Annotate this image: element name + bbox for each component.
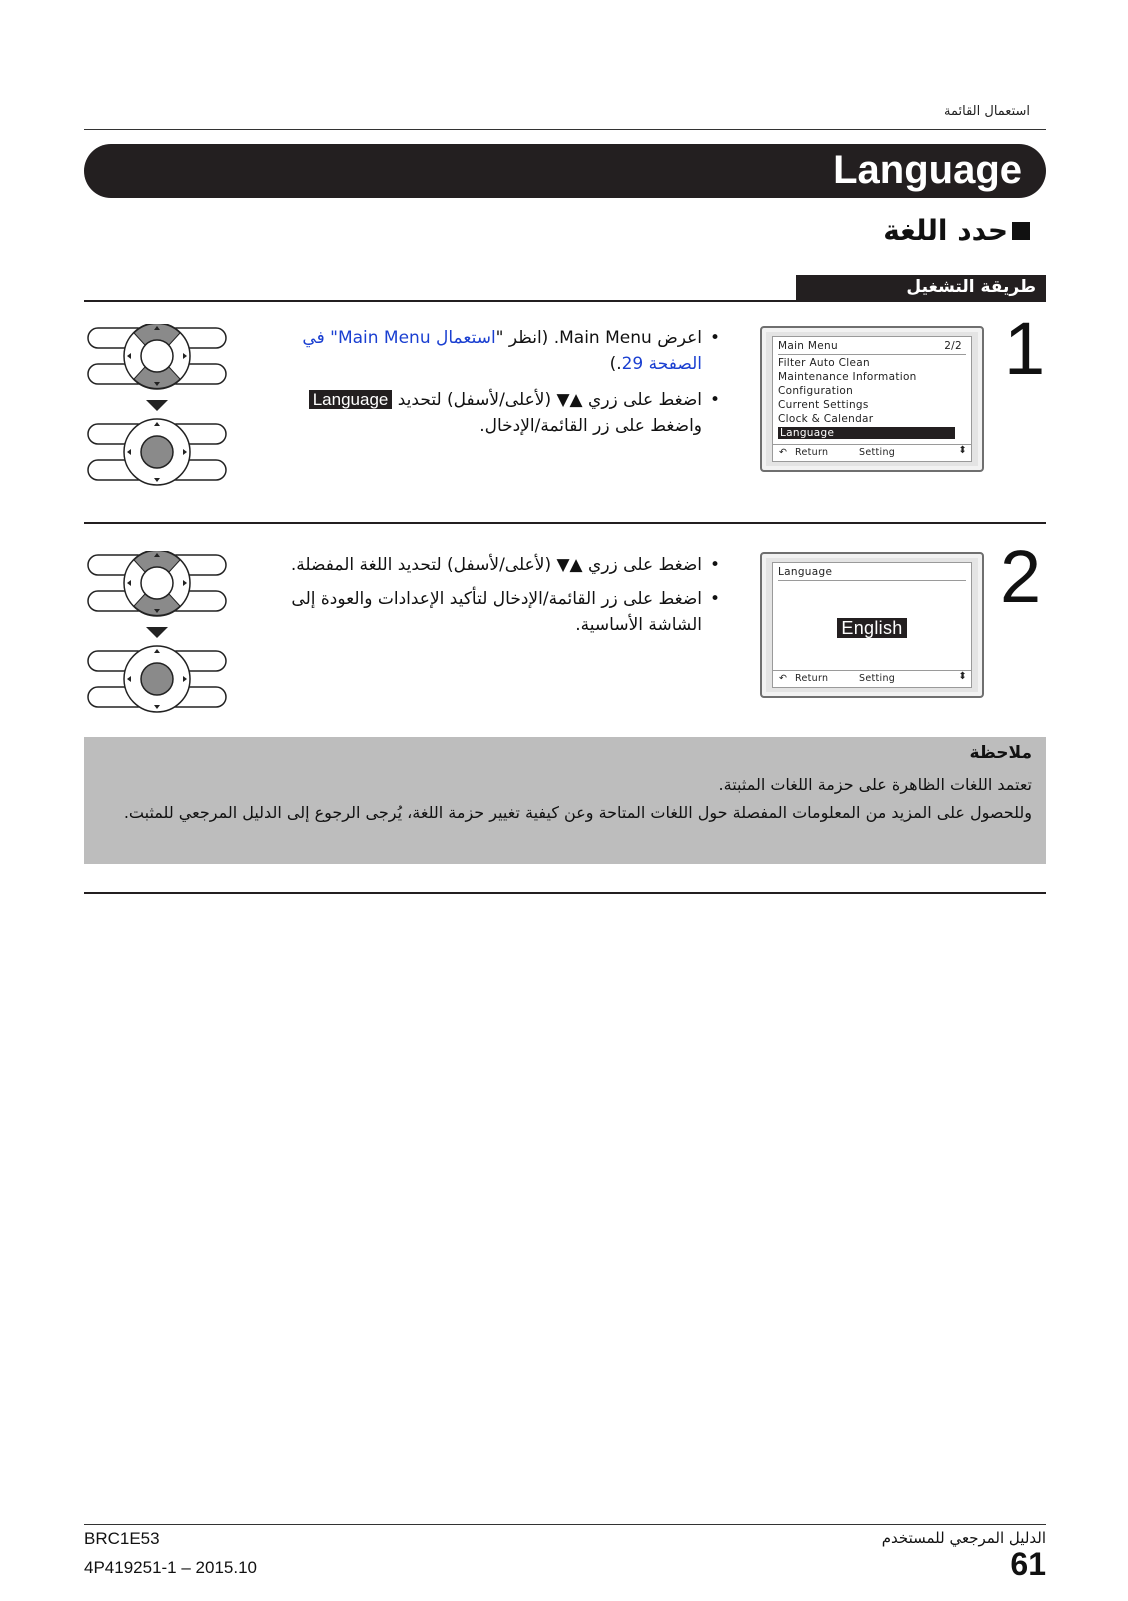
lcd-header: [778, 566, 966, 581]
procedure-tab: [796, 275, 1046, 301]
up-down-arrow-icon: ⬍: [958, 671, 967, 682]
step-divider: [84, 522, 1046, 524]
step1-bullet2-end: واضغط على زر القائمة/الإدخال.: [479, 416, 702, 436]
note-body: [98, 771, 1032, 827]
lcd-footer: [773, 444, 971, 461]
step1-bullet2-text: اضغط على زري ▲▼ (لأعلى/لأسفل) لتحديد: [392, 390, 702, 410]
lcd-screen-inner: [772, 336, 972, 462]
square-bullet-icon: [1012, 222, 1030, 240]
footer-model: BRC1E53: [84, 1529, 160, 1548]
procedure-label: طريقة التشغيل: [906, 277, 1036, 297]
remote-control-diagram-step2: [86, 551, 228, 721]
menu-item-configuration: Configuration: [778, 385, 854, 397]
step2-bullet-1: • اضغط على زري ▲▼ (لأعلى/لأسفل) لتحديد اللغة المفضلة.: [262, 552, 722, 578]
step1-bullet-2: [262, 387, 722, 439]
menu-item-clock-calendar: Clock & Calendar: [778, 413, 874, 425]
remote-pad-center-pressed: [88, 419, 226, 485]
title-bar: [84, 144, 1046, 198]
language-highlight: Language: [309, 390, 393, 409]
step-number-2: 2: [1000, 535, 1042, 618]
step1-bullet1-end: .): [609, 354, 622, 374]
remote-pad-updown-pressed: [88, 551, 226, 616]
lcd-return-label: Return: [795, 447, 829, 458]
procedure-rule: [84, 300, 1046, 302]
menu-item-language-selected: Language: [778, 427, 955, 439]
lcd-return-label: Return: [795, 673, 829, 684]
page-title: Language: [833, 148, 1022, 192]
remote-pad-updown-pressed: [88, 324, 226, 389]
step1-bullet-1: [262, 325, 722, 377]
menu-item-maintenance-information: Maintenance Information: [778, 371, 917, 383]
footer-rule: [84, 1524, 1046, 1525]
page-number: 61: [1010, 1546, 1046, 1582]
lcd-title: Language: [778, 566, 833, 578]
step1-bullet1-text: اعرض Main Menu. (انظر ": [495, 328, 702, 348]
step2-instructions: [262, 552, 722, 638]
main-menu-page-link[interactable]: استعمال Main Menu" في الصفحة 29: [302, 328, 702, 374]
language-value-row: [773, 618, 971, 639]
lcd-title: Main Menu: [778, 340, 838, 352]
note-line-1: تعتمد اللغات الظاهرة على حزمة اللغات المثبتة.: [718, 775, 1032, 794]
lcd-setting-label: Setting: [859, 447, 896, 458]
lcd-header: [778, 340, 966, 355]
remote-control-diagram-step1: [86, 324, 228, 494]
step1-instructions: [262, 325, 722, 439]
header-rule: [84, 129, 1046, 130]
section-title-text: حدد اللغة: [883, 214, 1008, 247]
lcd-screen-main-menu: [760, 326, 984, 472]
lcd-footer: [773, 670, 971, 687]
step2-bullet-2: • اضغط على زر القائمة/الإدخال لتأكيد الإعدادات والعودة إلى الشاشة الأساسية.: [262, 586, 722, 638]
step-number-1: 1: [1004, 307, 1046, 390]
return-icon: ↶: [779, 673, 788, 684]
section-title: [883, 214, 1030, 247]
up-down-arrow-icon: ⬍: [958, 445, 967, 456]
arrow-down-icon: [146, 627, 168, 638]
note-box: [84, 737, 1046, 864]
lcd-setting-label: Setting: [859, 673, 896, 684]
lcd-page-indicator: 2/2: [944, 340, 962, 352]
menu-item-filter-auto-clean: Filter Auto Clean: [778, 357, 870, 369]
note-line-2: وللحصول على المزيد من المعلومات المفصلة حول اللغات المتاحة وعن كيفية تغيير حزمة اللغة، يُرجى الرجوع إلى الدليل المرجعي للمثبت.: [123, 803, 1032, 822]
lcd-screen-language: [760, 552, 984, 698]
remote-pad-center-pressed: [88, 646, 226, 712]
note-title: ملاحظة: [969, 743, 1032, 763]
language-value: English: [837, 618, 906, 638]
bottom-rule: [84, 892, 1046, 894]
return-icon: ↶: [779, 447, 788, 458]
footer-doc-number: 4P419251-1 – 2015.10: [84, 1558, 257, 1577]
running-head: استعمال القائمة: [944, 104, 1030, 119]
footer-guide-title: الدليل المرجعي للمستخدم: [881, 1529, 1046, 1547]
arrow-down-icon: [146, 400, 168, 411]
lcd-screen-inner: [772, 562, 972, 688]
menu-item-current-settings: Current Settings: [778, 399, 869, 411]
